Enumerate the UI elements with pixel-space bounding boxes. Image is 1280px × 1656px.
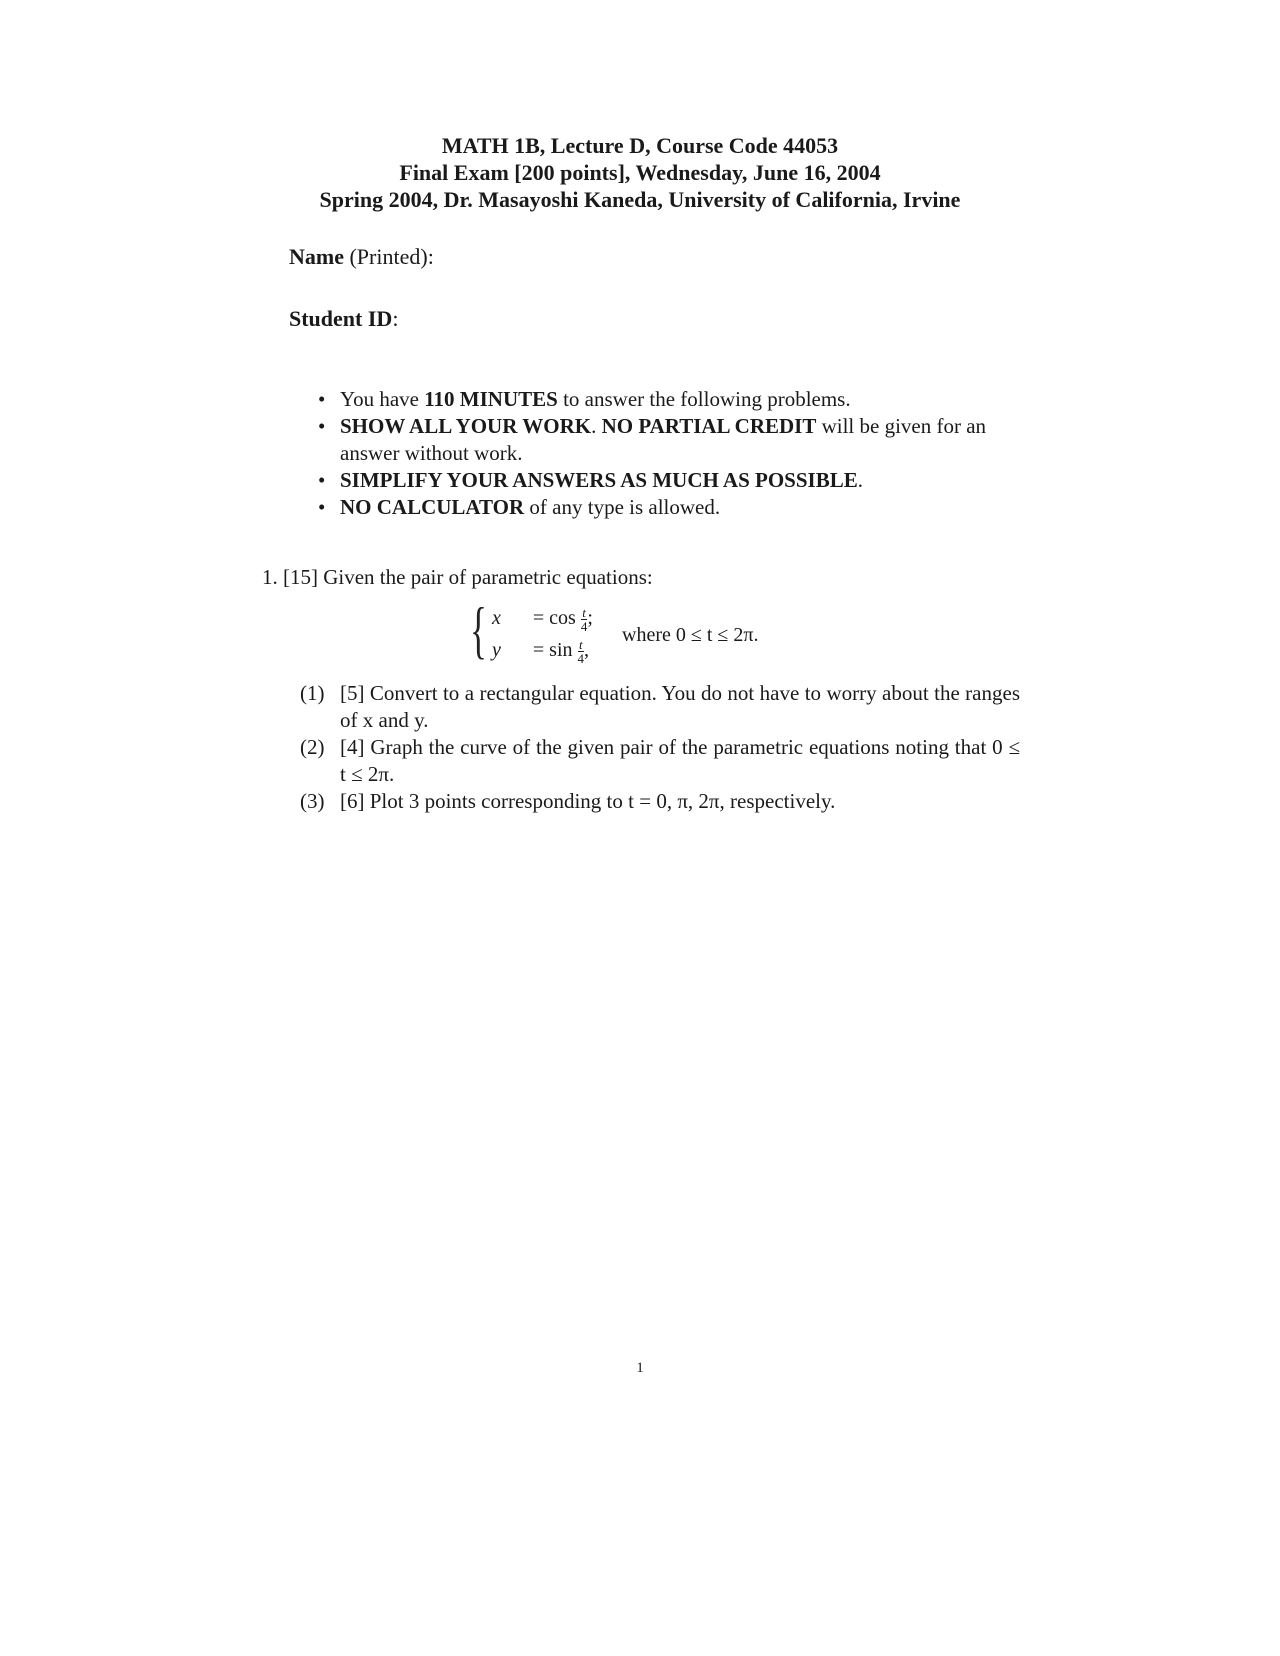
instruction-emphasis: 110 MINUTES [424,387,558,411]
bullet-icon: • [318,414,326,438]
fraction-numerator: t [582,605,586,620]
problem-part [300,788,1020,815]
instruction-emphasis: NO CALCULATOR [340,495,525,519]
part-text: [6] Plot 3 points corresponding to t = 0, π, 2π, respectively. [340,789,836,813]
part-number: (1) [300,681,325,705]
bullet-icon: • [318,495,326,519]
equation-x [492,606,593,633]
parametric-equations [470,594,850,672]
student-id-label: Student ID [289,306,393,331]
fraction-numerator: t [578,637,583,652]
problem-number: 1. [262,565,278,589]
instruction-item [318,467,1018,494]
instruction-text: . [857,468,863,492]
part-number: (3) [300,789,325,813]
problem-1-parts [300,680,1020,815]
part-number: (2) [300,735,325,759]
instruction-text: to answer the following problems. [557,387,851,411]
instruction-text: You have [340,387,425,411]
instruction-emphasis: SHOW ALL YOUR WORK [340,414,592,438]
instruction-text: . [591,414,602,438]
problem-text: [15] Given the pair of parametric equations: [283,565,653,589]
instructions-list [318,386,1018,521]
equation-y [492,638,589,665]
exam-header [0,132,1280,213]
problem-part [300,734,1020,788]
part-text: [4] Graph the curve of the given pair of the parametric equations noting that 0 ≤ t ≤ 2π. [340,735,1020,786]
fraction-denominator: 4 [580,619,588,634]
header-line-3: Spring 2004, Dr. Masayoshi Kaneda, University of California, Irvine [319,187,961,212]
equation-x-rhs: = cos [532,607,576,630]
instruction-item [318,386,1018,413]
part-text: [5] Convert to a rectangular equation. You do not have to worry about the ranges of x and y. [340,681,1020,732]
name-field [289,244,434,270]
instruction-item [318,494,1018,521]
page-number: 1 [636,1360,644,1376]
bullet-icon: • [318,468,326,492]
problem-part [300,680,1020,734]
variable-y: y [492,639,501,662]
student-id-field [289,306,398,332]
parameter-range: where 0 ≤ t ≤ 2π. [622,624,759,646]
name-suffix: (Printed): [343,244,434,269]
bullet-icon: • [318,387,326,411]
header-line-1: MATH 1B, Lecture D, Course Code 44053 [441,133,839,158]
instruction-text: of any type is allowed. [524,495,721,519]
instruction-emphasis: SIMPLIFY YOUR ANSWERS AS MUCH AS POSSIBLE [340,468,858,492]
equation-y-end: , [584,639,590,662]
problem-1-statement [262,564,1022,591]
instruction-emphasis: NO PARTIAL CREDIT [601,414,817,438]
left-brace-icon: { [470,594,487,665]
variable-x: x [492,607,501,630]
equation-x-end: ; [587,607,593,630]
name-label: Name [289,244,344,269]
instruction-text: will be given for an answer without work. [340,414,987,465]
header-line-2: Final Exam [200 points], Wednesday, June 16, 2004 [399,160,881,185]
equation-y-rhs: = sin [532,639,573,662]
student-id-suffix: : [392,306,399,331]
instruction-item [318,413,1018,467]
fraction-denominator: 4 [577,651,585,666]
